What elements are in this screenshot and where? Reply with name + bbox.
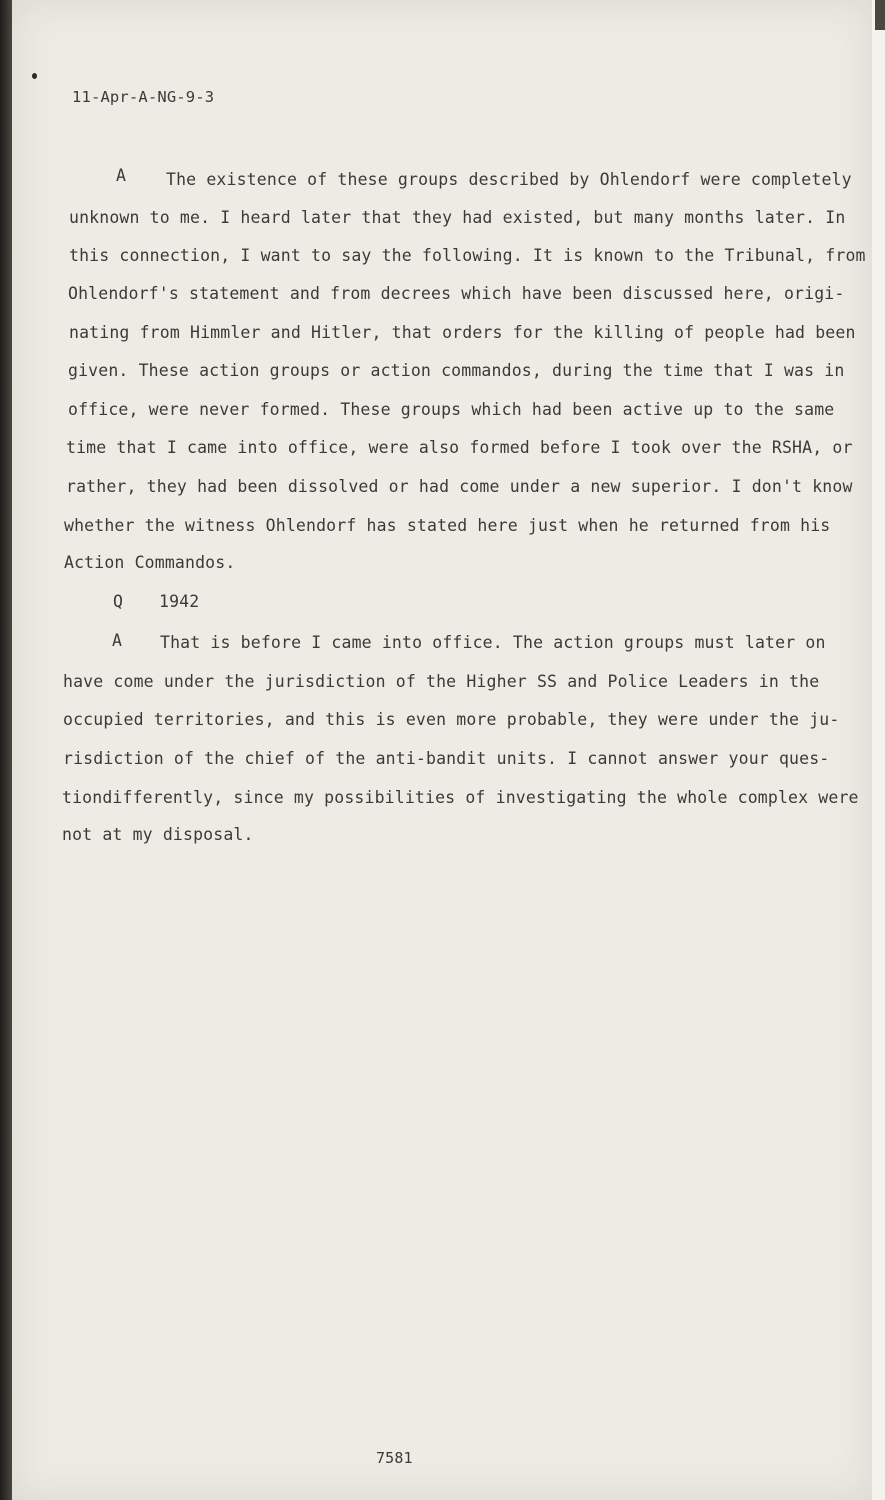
paragraph-2-line: not at my disposal. xyxy=(62,825,254,844)
paragraph-1-line: rather, they had been dissolved or had come under a new superior. I don't know xyxy=(66,477,853,496)
paragraph-1-line: nating from Himmler and Hitler, that orders for the killing of people had been xyxy=(69,323,856,342)
scan-right-edge xyxy=(872,0,885,1500)
paragraph-1-line: Ohlendorf's statement and from decrees which have been discussed here, origi- xyxy=(68,284,845,303)
paragraph-2-line: have come under the jurisdiction of the Higher SS and Police Leaders in the xyxy=(63,672,820,691)
paragraph-2-line: risdiction of the chief of the anti-bandit units. I cannot answer your ques- xyxy=(63,749,830,768)
question-label: Q xyxy=(113,592,124,611)
paragraph-1-line: The existence of these groups described by Ohlendorf were completely xyxy=(166,170,852,189)
answer-label: A xyxy=(112,631,123,650)
scan-left-edge xyxy=(0,0,12,1500)
scan-corner-shadow xyxy=(875,0,885,30)
paragraph-2-line: tiondifferently, since my possibilities of investigating the whole complex were xyxy=(62,788,859,807)
paragraph-1-line: this connection, I want to say the following. It is known to the Tribunal, from xyxy=(69,246,866,265)
paragraph-1-line: office, were never formed. These groups which had been active up to the same xyxy=(68,400,835,419)
paragraph-1-line: time that I came into office, were also formed before I took over the RSHA, or xyxy=(66,438,853,457)
punch-mark xyxy=(32,73,37,79)
paragraph-1-line: Action Commandos. xyxy=(64,553,236,572)
answer-label: A xyxy=(116,166,127,185)
paragraph-2-line: That is before I came into office. The action groups must later on xyxy=(160,633,826,652)
paragraph-1-line: given. These action groups or action commandos, during the time that I was in xyxy=(68,361,845,380)
paragraph-2-line: occupied territories, and this is even more probable, they were under the ju- xyxy=(63,710,840,729)
page-number: 7581 xyxy=(376,1449,413,1467)
paragraph-1-line: whether the witness Ohlendorf has stated here just when he returned from his xyxy=(64,516,831,535)
paragraph-1-line: unknown to me. I heard later that they had existed, but many months later. In xyxy=(69,208,846,227)
question-text: 1942 xyxy=(159,592,200,611)
document-id: 11-Apr-A-NG-9-3 xyxy=(72,88,215,106)
